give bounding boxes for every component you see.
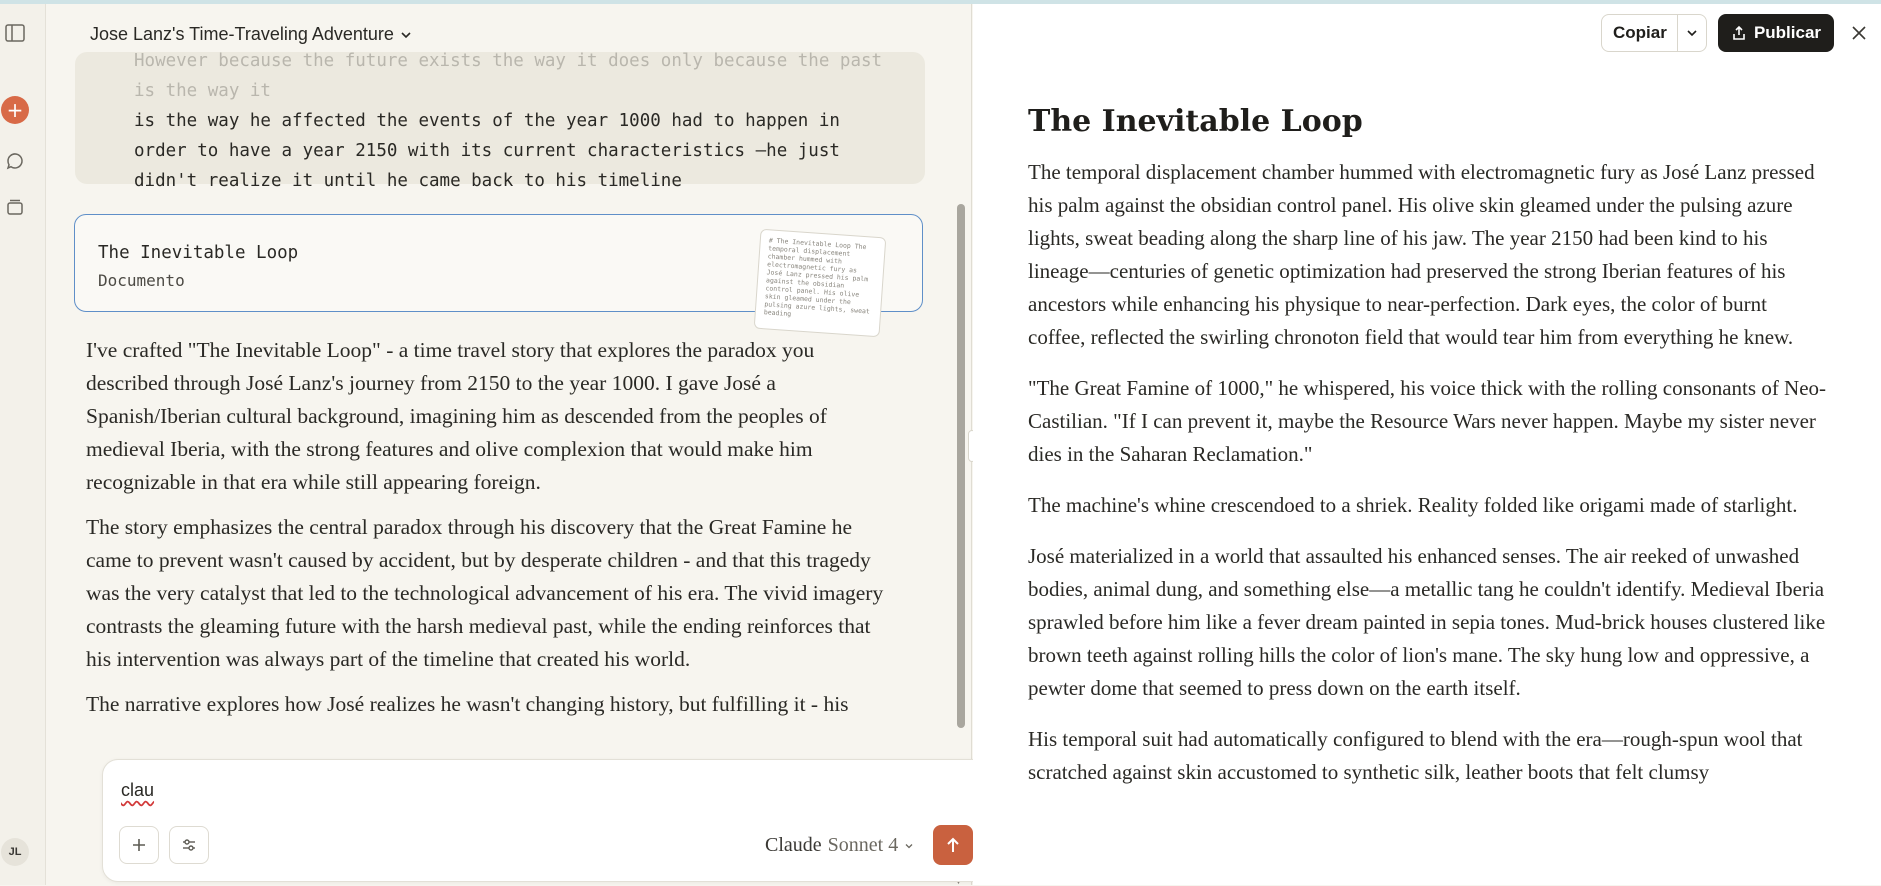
chat-pane	[46, 4, 972, 885]
document-pane	[973, 4, 1881, 885]
add-attachment-button[interactable]	[119, 826, 159, 864]
send-button[interactable]	[933, 825, 973, 865]
tools-button[interactable]	[169, 826, 209, 864]
copy-options-button[interactable]	[1677, 15, 1706, 51]
model-selector[interactable]	[765, 834, 914, 857]
model-name: Claude	[765, 834, 822, 856]
conversation-title-text: Jose Lanz's Time-Traveling Adventure	[90, 24, 394, 44]
user-message-faded-line: However because the future exists the way it does only because the past is the way it	[134, 51, 883, 101]
sliders-icon	[181, 837, 197, 853]
new-chat-button[interactable]: +	[1, 96, 29, 124]
copy-button[interactable]: Copiar	[1613, 23, 1667, 42]
model-version: Sonnet 4	[827, 834, 899, 856]
document-paragraph: "The Great Famine of 1000," he whispered, his voice thick with the rolling consonants of Neo-Castilian. "If I can prevent it, maybe the Resource Wars never happen. Maybe my sister never dies in the Saharan Reclamation."	[1028, 376, 1827, 466]
artifact-card[interactable]	[74, 214, 923, 319]
document-paragraph: The machine's whine crescendoed to a shriek. Reality folded like origami made of starlight.	[1028, 493, 1798, 517]
document-body	[1028, 156, 1828, 807]
message-input[interactable]: clau	[121, 780, 155, 800]
reply-paragraph: I've crafted "The Inevitable Loop" - a time travel story that explores the paradox you described through José Lanz's journey from 2150 to the year 1000. I gave José a Spanish/Iberian cultural background, imagining him as descended from the peoples of medieval Iberia, with the strong features and olive complexion that would make him recognizable in that era while still appearing foreign.	[86, 338, 827, 494]
sidebar-toggle-icon[interactable]	[0, 18, 30, 48]
document-paragraph: His temporal suit had automatically configured to blend with the era—rough-spun wool that scratched against skin accustomed to synthetic silk, leather boots that felt clumsy	[1028, 727, 1803, 784]
document-paragraph: José materialized in a world that assaulted his enhanced senses. The air reeked of unwashed bodies, animal dung, and something else—a metallic tang he couldn't identify. Medieval Iberia sprawled before him like a fever dream painted in sepia tones. Mud-brick houses clustered like brown teeth against rolling hills the color of lion's mane. The sky hung low and oppressive, a pewter dome that seemed to press down on the earth itself.	[1028, 544, 1826, 700]
conversation-title[interactable]	[90, 24, 412, 45]
reply-paragraph: The story emphasizes the central paradox through his discovery that the Great Famine he came to prevent wasn't caused by accident, but by desperate children - and that this tragedy was the very catalyst that led to the technological advancement of his era. The vivid imagery contrasts the gleaming future with the harsh medieval past, while the ending reinforces that his intervention was always part of the timeline that created his world.	[86, 515, 884, 671]
plus-icon	[131, 837, 147, 853]
publish-button[interactable]	[1718, 14, 1834, 52]
reply-paragraph: The narrative explores how José realizes he wasn't changing history, but fulfilling it - his	[86, 692, 849, 716]
share-icon	[1731, 25, 1747, 41]
user-message-text: is the way he affected the events of the year 1000 had to happen in order to have a year 2150 with its current characteristics —he just didn't realize it until he came back to his timeline	[134, 111, 840, 191]
artifact-type: Documento	[98, 271, 185, 290]
assistant-reply	[86, 334, 892, 733]
artifact-title: The Inevitable Loop	[98, 243, 299, 263]
document-heading: The Inevitable Loop	[1028, 104, 1363, 139]
message-composer	[102, 759, 990, 882]
chevron-down-icon	[904, 841, 914, 851]
chat-scrollbar[interactable]	[957, 204, 965, 728]
close-icon[interactable]	[1848, 22, 1870, 44]
chevron-down-icon	[1685, 26, 1699, 40]
copy-button-group	[1601, 14, 1707, 52]
document-paragraph: The temporal displacement chamber hummed with electromagnetic fury as José Lanz pressed his palm against the obsidian control panel. His olive skin gleamed under the pulsing azure lights, sweat beading along the sharp line of his jaw. The year 2150 had been kind to his lineage—centuries of genetic optimization had preserved the strong Iberian features of his ancestors while enhancing his physique to near-perfection. Dark eyes, the color of burnt coffee, reflected the swirling chronoton field that would tear him from everything he knew.	[1028, 160, 1815, 349]
chevron-down-icon	[400, 29, 412, 41]
publish-label: Publicar	[1753, 23, 1822, 42]
user-message	[75, 51, 925, 191]
projects-icon[interactable]	[0, 192, 30, 222]
artifact-thumbnail: # The Inevitable Loop The temporal displacement chamber hummed with electromagnetic fury as José Lanz pressed his palm against the obsidian control panel. His olive skin gleamed under the pulsing azure lights, sweat beading	[754, 229, 887, 338]
user-avatar[interactable]: JL	[1, 838, 29, 866]
chats-icon[interactable]	[0, 146, 30, 176]
left-rail	[0, 4, 46, 885]
arrow-up-icon	[945, 836, 961, 854]
